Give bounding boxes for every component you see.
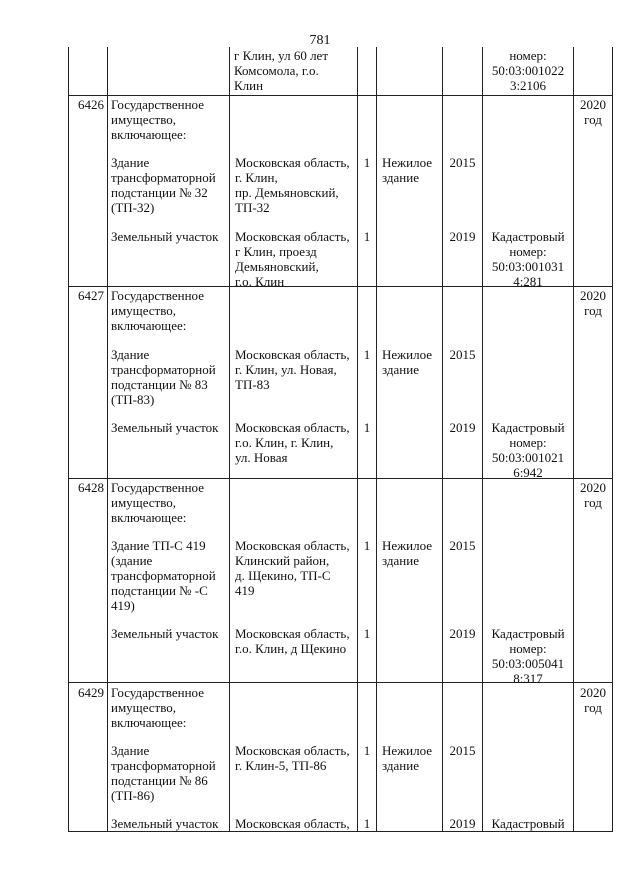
entry-number: 6427	[78, 288, 104, 303]
building-type: Нежилое здание	[382, 347, 433, 377]
building-qty: 1	[363, 155, 371, 170]
group-title: Государственное имущество, включающее:	[111, 288, 204, 333]
building-qty: 1	[363, 347, 371, 362]
building-type: Нежилое здание	[382, 743, 433, 773]
building-qty: 1	[363, 743, 371, 758]
continuation-address: г Клин, ул 60 лет Комсомола, г.о. Клин	[234, 48, 329, 93]
land-year: 2019	[449, 816, 476, 831]
land-year: 2019	[449, 626, 476, 641]
building-year: 2015	[449, 155, 476, 170]
group-title: Государственное имущество, включающее:	[111, 97, 204, 142]
col-rule	[107, 47, 108, 831]
land-name: Земельный участок	[111, 816, 219, 831]
col-rule	[68, 47, 69, 831]
year-label: 2020 год	[580, 288, 606, 318]
entry-number: 6429	[78, 685, 104, 700]
land-address: Московская область,	[235, 816, 350, 831]
col-rule	[612, 47, 613, 831]
building-address: Московская область, Клинский район, д. Щекино, ТП-С 419	[235, 538, 350, 598]
row-rule	[68, 95, 613, 96]
land-address: Московская область, г Клин, проезд Демьяновский, г.о. Клин	[235, 229, 350, 289]
entry-number: 6426	[78, 97, 104, 112]
land-qty: 1	[363, 816, 371, 831]
building-name: Здание ТП-С 419 (здание трансформаторной подстанции № -С 419)	[111, 538, 216, 613]
land-name: Земельный участок	[111, 229, 219, 244]
group-title: Государственное имущество, включающее:	[111, 685, 204, 730]
land-name: Земельный участок	[111, 626, 219, 641]
building-name: Здание трансформаторной подстанции № 32 (ТП-32)	[111, 155, 216, 215]
building-address: Московская область, г. Клин, пр. Демьяновский, ТП-32	[235, 155, 350, 215]
land-address: Московская область, г.о. Клин, г. Клин, ул. Новая	[235, 420, 350, 465]
building-address: Московская область, г. Клин-5, ТП-86	[235, 743, 350, 773]
building-year: 2015	[449, 538, 476, 553]
building-address: Московская область, г. Клин, ул. Новая, ТП-83	[235, 347, 350, 392]
building-type: Нежилое здание	[382, 538, 433, 568]
entry-number: 6428	[78, 480, 104, 495]
group-title: Государственное имущество, включающее:	[111, 480, 204, 525]
land-qty: 1	[363, 420, 371, 435]
land-year: 2019	[449, 229, 476, 244]
land-cadastral: Кадастровый номер: 50:03:005041 8:317	[491, 626, 565, 686]
building-qty: 1	[363, 538, 371, 553]
land-cadastral: Кадастровый номер: 50:03:001031 4:281	[491, 229, 565, 289]
year-label: 2020 год	[580, 480, 606, 510]
building-name: Здание трансформаторной подстанции № 83 (ТП-83)	[111, 347, 216, 407]
building-type: Нежилое здание	[382, 155, 433, 185]
col-rule	[376, 47, 377, 831]
land-qty: 1	[363, 626, 371, 641]
year-label: 2020 год	[580, 685, 606, 715]
land-cadastral: Кадастровый	[491, 816, 565, 831]
row-rule	[68, 831, 613, 832]
building-year: 2015	[449, 347, 476, 362]
land-year: 2019	[449, 420, 476, 435]
land-name: Земельный участок	[111, 420, 219, 435]
land-qty: 1	[363, 229, 371, 244]
land-cadastral: Кадастровый номер: 50:03:001021 6:942	[491, 420, 565, 480]
building-year: 2015	[449, 743, 476, 758]
land-address: Московская область, г.о. Клин, д Щекино	[235, 626, 350, 656]
col-rule	[229, 47, 230, 831]
building-name: Здание трансформаторной подстанции № 86 (ТП-86)	[111, 743, 216, 803]
page-number: 781	[309, 33, 331, 48]
year-label: 2020 год	[580, 97, 606, 127]
continuation-cadastral: номер: 50:03:001022 3:2106	[491, 48, 565, 93]
